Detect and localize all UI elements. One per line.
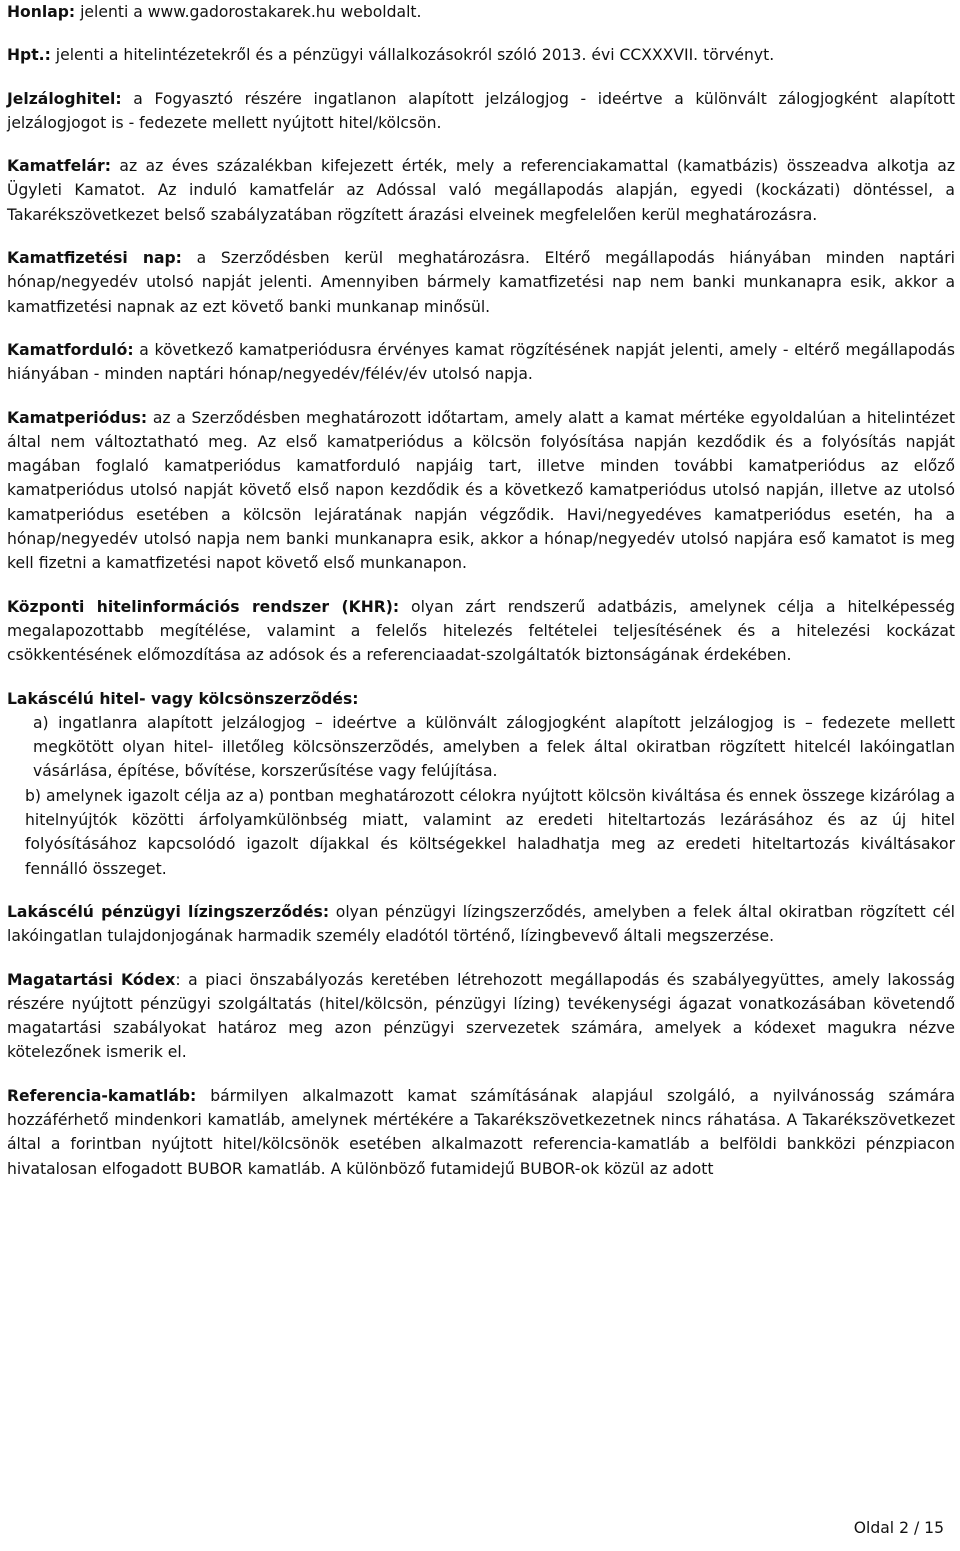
term-label: Jelzáloghitel: — [7, 89, 122, 108]
term-label: Referencia-kamatláb: — [7, 1086, 197, 1105]
definition-text: az az éves százalékban kifejezett érték, mely a referenciakamattal (kamatbázis) összeadva alkotja az Ügyleti Kamatot. Az induló kamatfelár az Adóssal való megállapodás alapján, egyedi (kockázati) döntéssel, a Takarékszövetkezet belső szabályzatában rögzített árazási elveinek megfelelően kerül meghatározásra. — [7, 157, 955, 224]
definition-magatartasi-kodex — [7, 968, 955, 1065]
definition-text: olyan pénzügyi lízingszerződés, amelyben a felek által okiratban rögzített cél lakóingatlan tulajdonjogának harmadik személy eladótól történő, lízingbevevő általi megszerzése. — [7, 902, 955, 946]
list-item-text: a) ingatlanra alapított jelzálogjog – ideértve a különvált zálogjogként alapított jelzálogjog is – fedezete mellett megkötött olyan hitel- illetőleg kölcsönszerzõdés, amelyben a felek által okiratban rögzített hitelcél lakóingatlan vásárlása, építése, bővítése, korszerűsítése vagy felújítása. — [33, 713, 955, 781]
definition-text: olyan zárt rendszerű adatbázis, amelynek célja a hitelképesség megalapozottabb megítélése, valamint a felelős hitelezés feltételei teljesítésének és a hitelezési kockázat csökkentésének előmozdítása az adósok és a referenciaadat-szolgáltatók biztonságának érdekében. — [7, 597, 955, 665]
term-label: Honlap: — [7, 3, 76, 21]
term-label: Kamatforduló: — [7, 340, 134, 359]
definition-text: jelenti a hitelintézetekről és a pénzügyi vállalkozásokról szóló 2013. évi CCXXXVII. törvényt. — [50, 46, 775, 65]
definition-lizingszerzodes — [7, 900, 955, 949]
definition-honlap — [7, 0, 955, 24]
definition-text: bármilyen alkalmazott kamat számításának alapjául szolgáló, a nyilvánosság számára hozzáférhető mindenkori kamatláb, amelynek mértékére a Takarékszövetkezetnek nincs ráhatása. A Takarékszövetkezet által a forintban nyújtott hitel/kölcsönök esetében alkalmazott referencia-kamatláb a belföldi bankközi pénzpiacon hivatalosan elfogadott BUBOR kamatláb. A különböző futamidejű BUBOR-ok közül az adott — [7, 1086, 955, 1178]
term-label: Kamatperiódus: — [7, 408, 148, 427]
definition-lakascelu-item-a — [7, 711, 955, 784]
definition-text: a következő kamatperiódusra érvényes kamat rögzítésének napját jelenti, amely - eltérő megállapodás hiányában - minden naptári hónap/negyedév/félév/év utolsó napja. — [7, 340, 955, 384]
list-item-text: b) amelynek igazolt célja az a) pontban meghatározott célokra nyújtott kölcsön kiváltása és ennek összege kizárólag a hitelnyújtók közötti árfolyamkülönbség miatt, valamint az eredeti hiteltartozás lezárásához és az új hitel folyósításához kapcsolódó igazolt díjakkal és költségekkel haladhatja meg az eredeti hiteltartozás kiváltásakor fennálló összeget. — [25, 786, 955, 878]
term-label: Hpt.: — [7, 46, 51, 65]
definition-referencia-kamatlab — [7, 1084, 955, 1181]
document-page — [7, 0, 955, 1181]
definition-kamatfelar — [7, 154, 955, 227]
definition-lakascelu-item-b — [7, 784, 955, 881]
definition-text: az a Szerződésben meghatározott időtartam, amely alatt a kamat mértéke egyoldalúan a hitelintézet által nem változtatható meg. Az első kamatperiódus a kölcsön folyósítása napján kezdődik és a folyósítás napját magában foglaló kamatperiódus kamatforduló napjáig tart, illetve minden további kamatperiódus az előző kamatperiódus utolsó napját követő első napon kezdődik és a következő kamatperiódus utolsó napján, illetve az utolsó kamatperiódus esetében a kölcsön lejáratának napján végződik. Havi/negyedéves kamatperiódus esetén, ha a hónap/negyedév utolsó napja nem banki munkanapra esik, akkor a hónap/negyedév utolsó napjára eső kamatot is meg kell fizetni a kamatfizetési napot követő első munkanapon. — [7, 408, 955, 573]
term-label: Lakáscélú hitel- vagy kölcsönszerzõdés: — [7, 689, 359, 708]
definition-kamatperiodus — [7, 406, 955, 576]
term-label: Kamatfizetési nap: — [7, 249, 182, 268]
definition-text: a Szerződésben kerül meghatározásra. Eltérő megállapodás hiányában minden naptári hónap/negyedév utolsó napját jelenti. Amennyiben bármely kamatfizetési nap nem banki munkanapra esik, akkor a kamatfizetési napnak az ezt követő banki munkanap minősül. — [7, 249, 955, 316]
term-label: Központi hitelinformációs rendszer (KHR): — [7, 597, 400, 616]
definition-lakascelu-hitel-heading — [7, 687, 955, 711]
definition-kamatfizetesi-nap — [7, 246, 955, 319]
definition-text: a Fogyasztó részére ingatlanon alapított jelzálogjog - ideértve a különvált zálogjogként alapított jelzálogjogot is - fedezete mellett nyújtott hitel/kölcsön. — [7, 89, 955, 132]
definition-khr — [7, 595, 955, 668]
page-number: Oldal 2 / 15 — [853, 1519, 944, 1537]
term-label: Magatartási Kódex — [7, 970, 176, 989]
definition-jelzaloghitel — [7, 87, 955, 136]
definition-kamatfordulo — [7, 338, 955, 387]
term-label: Kamatfelár: — [7, 157, 111, 176]
definition-text: jelenti a www.gadorostakarek.hu weboldalt. — [75, 3, 422, 21]
definition-text: : a piaci önszabályozás keretében létrehozott megállapodás és szabályegyüttes, amely lakosság részére nyújtott pénzügyi szolgáltatás (hitel/kölcsön, pénzügyi lízing) tevékenységi ágazat vonatkozásában követendő magatartási szabályokat határoz meg azon pénzügyi szervezetek számára, amelyek a kódexet magukra nézve kötelezőnek ismerik el. — [7, 970, 955, 1062]
definition-hpt — [7, 43, 955, 67]
term-label: Lakáscélú pénzügyi lízingszerződés: — [7, 902, 330, 921]
